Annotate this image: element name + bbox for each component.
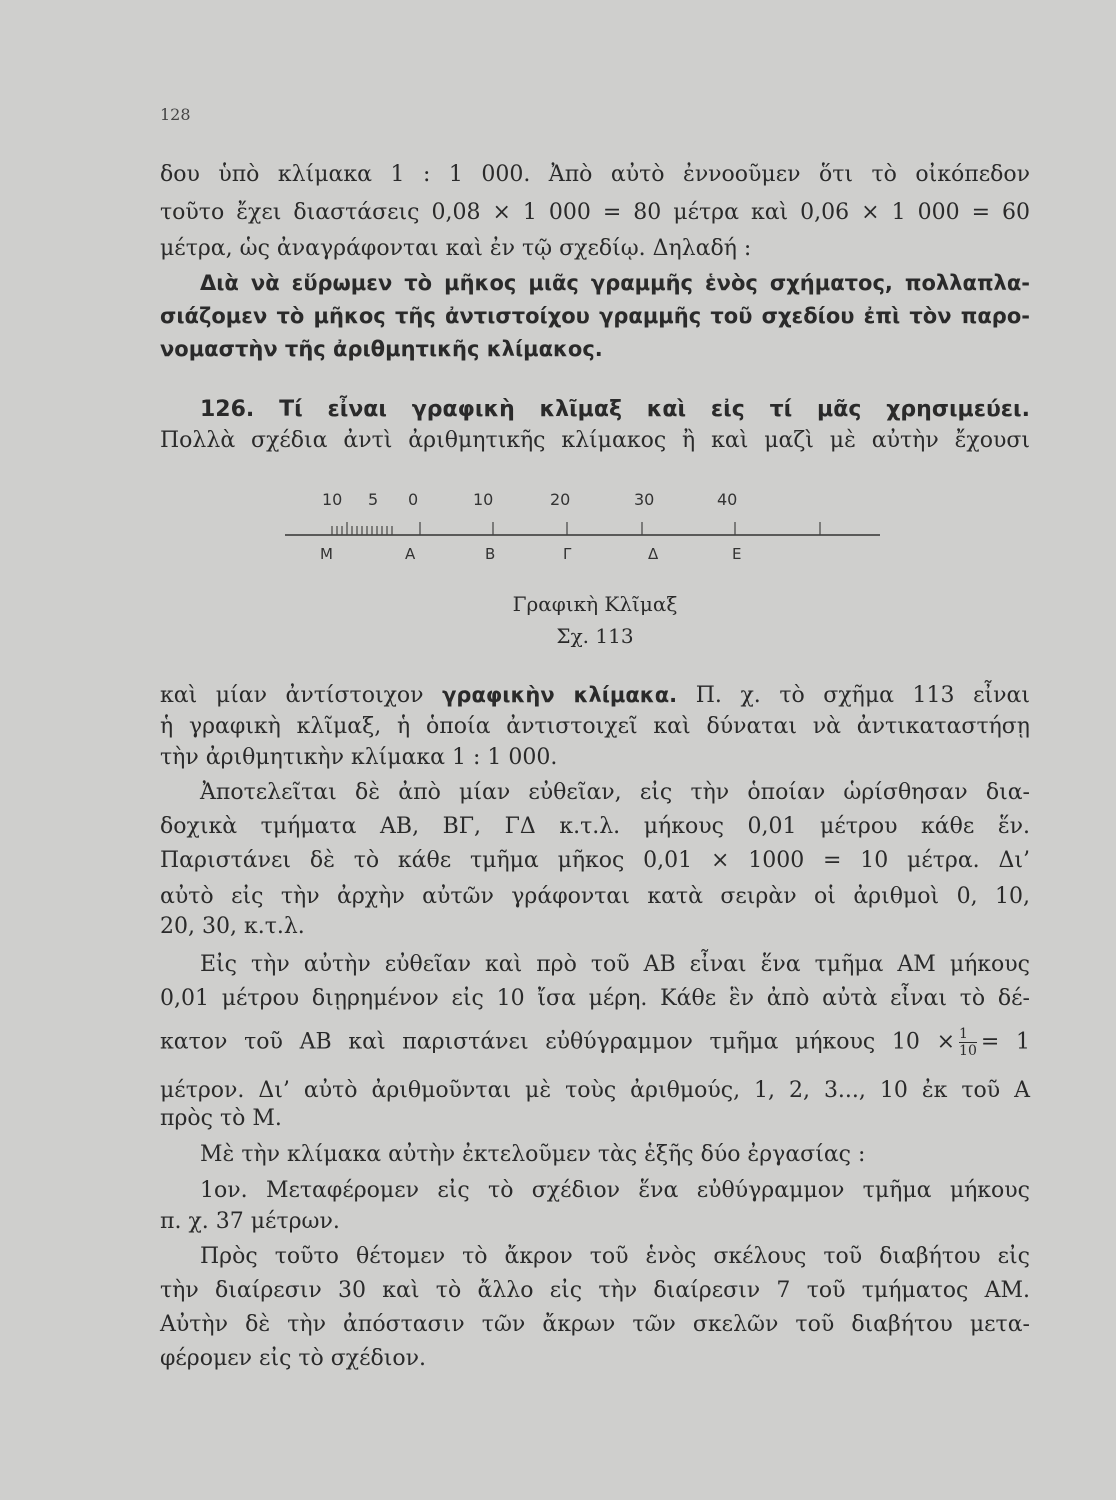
text-line: πρὸς τὸ Μ.: [160, 1106, 282, 1131]
text-line: [160, 1026, 1030, 1059]
text-line: Αὐτὴν δὲ τὴν ἀπόστασιν τῶν ἄκρων τῶν σκελῶν τοῦ διαβήτου μετα-: [160, 1312, 1030, 1337]
scale-letter: Γ: [563, 545, 572, 563]
text-line: [160, 680, 1030, 711]
scale-letter: Ε: [732, 545, 742, 563]
scale-number: 30: [634, 490, 655, 509]
scale-letter: Δ: [648, 545, 659, 563]
text-line: π. χ. 37 μέτρων.: [160, 1209, 340, 1234]
text-line: τὴν ἀριθμητικὴν κλίμακα 1 : 1 000.: [160, 745, 558, 770]
scale-number: 5: [368, 490, 379, 509]
text-line: δοχικὰ τμήματα ΑΒ, ΒΓ, ΓΔ κ.τ.λ. μήκους 0,01 μέτρου κάθε ἕν.: [160, 814, 1030, 839]
text-line: Πολλὰ σχέδια ἀντὶ ἀριθμητικῆς κλίμακος ἢ καὶ μαζὶ μὲ αὐτὴν ἔχουσι: [160, 428, 1030, 453]
text-span: Π. χ. τὸ σχῆμα 113 εἶναι: [695, 683, 1030, 708]
scale-number: 0: [408, 490, 419, 509]
scale-number: 10: [473, 490, 494, 509]
text-line: Εἰς τὴν αὐτὴν εὐθεῖαν καὶ πρὸ τοῦ ΑΒ εἶναι ἕνα τμῆμα ΑΜ μήκους: [200, 952, 1030, 977]
scale-letter: Β: [485, 545, 496, 563]
text-line: μέτρα, ὡς ἀναγράφονται καὶ ἐν τῷ σχεδίῳ. Δηλαδή :: [160, 236, 752, 261]
text-line: Παριστάνει δὲ τὸ κάθε τμῆμα μῆκος 0,01 × 1000 = 10 μέτρα. Δι’: [160, 848, 1030, 873]
scale-number: 10: [322, 490, 343, 509]
text-line: φέρομεν εἰς τὸ σχέδιον.: [160, 1346, 427, 1371]
rule-line: Διὰ νὰ εὕρωμεν τὸ μῆκος μιᾶς γραμμῆς ἑνὸς σχήματος, πολλαπλα-: [200, 271, 1030, 295]
scale-letter: Μ: [320, 545, 333, 563]
figure-number: Σχ. 113: [556, 624, 634, 648]
text-line: 1ον. Μεταφέρομεν εἰς τὸ σχέδιον ἕνα εὐθύγραμμον τμῆμα μήκους: [200, 1178, 1030, 1203]
fraction-denominator: 10: [959, 1043, 977, 1059]
fraction: [959, 1026, 977, 1059]
bold-term: γραφικὴν κλίμακα.: [442, 683, 678, 707]
text-line: Πρὸς τοῦτο θέτομεν τὸ ἄκρον τοῦ ἑνὸς σκέλους τοῦ διαβήτου εἰς: [200, 1244, 1030, 1269]
text-line: αὐτὸ εἰς τὴν ἀρχὴν αὐτῶν γράφονται κατὰ σειρὰν οἱ ἀριθμοὶ 0, 10,: [160, 884, 1030, 909]
scale-number: 40: [717, 490, 738, 509]
text-line: τοῦτο ἔχει διαστάσεις 0,08 × 1 000 = 80 μέτρα καὶ 0,06 × 1 000 = 60: [160, 200, 1030, 225]
page-number: 128: [160, 105, 191, 124]
text-span: κατον τοῦ ΑΒ καὶ παριστάνει εὐθύγραμμον τμῆμα μήκους 10 ×: [160, 1029, 956, 1055]
graphic-scale-figure: [280, 480, 890, 575]
section-heading: 126. Τί εἶναι γραφικὴ κλῖμαξ καὶ εἰς τί μᾶς χρησιμεύει.: [200, 397, 1030, 422]
scale-number: 20: [550, 490, 571, 509]
text-line: μέτρον. Δι’ αὐτὸ ἀριθμοῦνται μὲ τοὺς ἀριθμούς, 1, 2, 3..., 10 ἐκ τοῦ Α: [160, 1078, 1030, 1103]
fraction-numerator: 1: [959, 1026, 968, 1042]
figure-caption: Γραφικὴ Κλῖμαξ: [512, 592, 678, 616]
text-line: ἡ γραφικὴ κλῖμαξ, ἡ ὁποία ἀντιστοιχεῖ καὶ δύναται νὰ ἀντικαταστήσῃ: [160, 714, 1030, 739]
rule-line: νομαστὴν τῆς ἀριθμητικῆς κλίμακος.: [160, 337, 603, 361]
text-line: τὴν διαίρεσιν 30 καὶ τὸ ἄλλο εἰς τὴν διαίρεσιν 7 τοῦ τμήματος ΑΜ.: [160, 1278, 1030, 1303]
text-line: 0,01 μέτρου διῃρημένον εἰς 10 ἴσα μέρη. Κάθε ἓν ἀπὸ αὐτὰ εἶναι τὸ δέ-: [160, 986, 1030, 1011]
rule-line: σιάζομεν τὸ μῆκος τῆς ἀντιστοίχου γραμμῆς τοῦ σχεδίου ἐπὶ τὸν παρο-: [160, 304, 1030, 328]
text-line: δου ὑπὸ κλίμακα 1 : 1 000. Ἀπὸ αὐτὸ ἐννοοῦμεν ὅτι τὸ οἰκόπεδον: [160, 162, 1030, 187]
text-span: καὶ μίαν ἀντίστοιχον: [160, 683, 424, 708]
scale-letter: Α: [405, 545, 416, 563]
scale-ticks: [332, 522, 820, 535]
text-line: Μὲ τὴν κλίμακα αὐτὴν ἐκτελοῦμεν τὰς ἑξῆς δύο ἐργασίας :: [200, 1142, 866, 1167]
text-span: = 1: [980, 1029, 1030, 1055]
text-line: Ἀποτελεῖται δὲ ἀπὸ μίαν εὐθεῖαν, εἰς τὴν ὁποίαν ὡρίσθησαν δια-: [200, 780, 1030, 805]
text-line: 20, 30, κ.τ.λ.: [160, 914, 305, 939]
